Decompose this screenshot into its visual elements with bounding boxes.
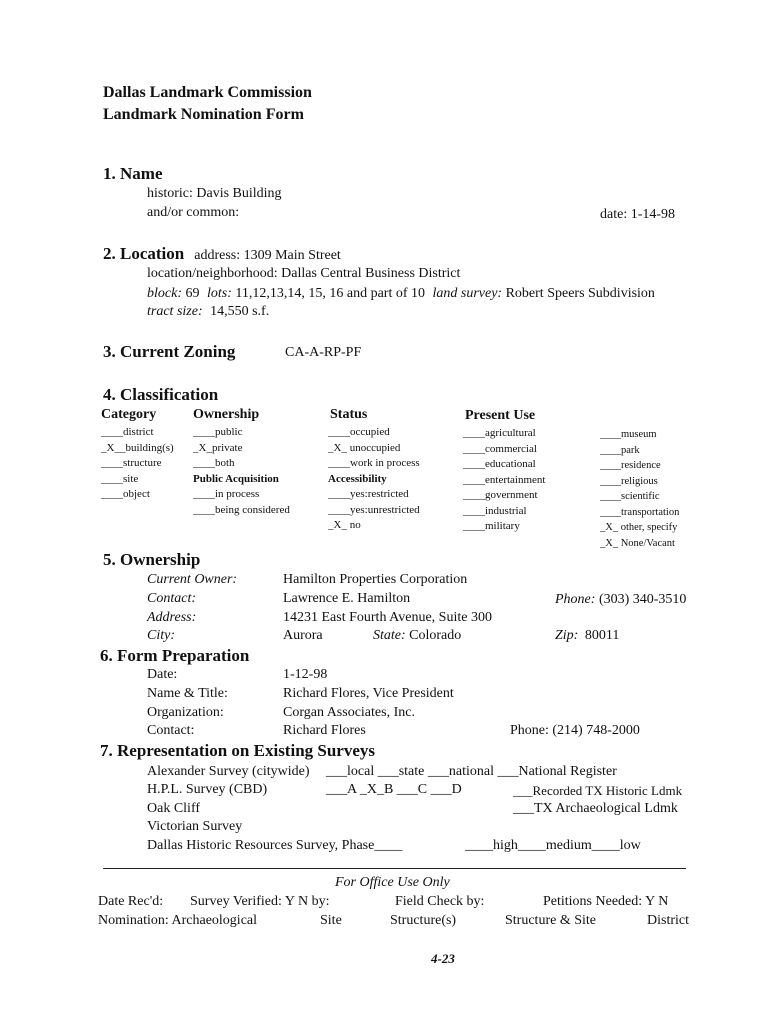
oak-cliff-survey: Oak Cliff — [147, 801, 201, 816]
commission-title: Dallas Landmark Commission — [103, 84, 312, 101]
hpl-survey: H.P.L. Survey (CBD) — [147, 782, 268, 797]
category-structure: ____structure — [101, 457, 162, 469]
use-commercial: ____commercial — [463, 442, 537, 455]
section-preparation-title: 6. Form Preparation — [100, 646, 250, 665]
location-line — [103, 244, 341, 264]
land-survey-value: Robert Speers Subdivision — [505, 286, 655, 301]
nomination-structure-site: Structure & Site — [505, 913, 596, 928]
status-unoccupied: _X_ unoccupied — [328, 441, 401, 454]
section-zoning-title: 3. Current Zoning — [103, 342, 236, 361]
owner-zip-label: Zip: — [555, 628, 579, 643]
nomination-date: date: 1-14-98 — [600, 207, 676, 222]
acquisition-being-considered: ____being considered — [193, 503, 290, 516]
use-industrial: ____industrial — [463, 504, 527, 517]
acquisition-in-process: ____in process — [193, 488, 260, 500]
field-check: Field Check by: — [395, 894, 485, 909]
status-occupied: ____occupied — [328, 426, 390, 438]
office-use-title: For Office Use Only — [335, 875, 450, 890]
lots-value: 11,12,13,14, 15, 16 and part of 10 — [235, 286, 425, 301]
nomination-site: Site — [320, 913, 342, 928]
land-survey-label: land survey: — [432, 286, 503, 301]
prep-name-value: Richard Flores, Vice President — [283, 686, 454, 701]
present-use-list-1 — [463, 426, 545, 535]
prep-contact-value: Richard Flores — [283, 723, 366, 738]
dallas-historic-options: ____high____medium____low — [465, 838, 641, 853]
category-site: ____site — [101, 472, 139, 485]
owner-city-label: City: — [147, 628, 175, 643]
ownership-public: ____public — [193, 426, 243, 438]
use-educational: ____educational — [463, 458, 536, 470]
prep-org-value: Corgan Associates, Inc. — [283, 705, 415, 720]
form-title: Landmark Nomination Form — [103, 106, 304, 123]
prep-contact-label: Contact: — [147, 723, 195, 738]
use-scientific: ____scientific — [600, 491, 660, 502]
owner-state-label: State: — [373, 628, 406, 643]
accessibility-no: _X_ no — [328, 519, 361, 531]
present-use-list-2 — [600, 427, 679, 551]
owner-state — [373, 628, 461, 644]
section-classification-title: 4. Classification — [103, 385, 219, 404]
category-building: _X__building(s) — [101, 441, 174, 454]
owner-address-value: 14231 East Fourth Avenue, Suite 300 — [283, 610, 492, 625]
alexander-survey: Alexander Survey (citywide) — [147, 764, 310, 779]
tract-size-label: tract size: — [147, 304, 203, 319]
office-divider — [103, 868, 686, 869]
use-transportation: ____transportation — [600, 506, 680, 518]
owner-address-label: Address: — [147, 610, 197, 625]
dallas-historic-survey: Dallas Historic Resources Survey, Phase____ — [147, 838, 403, 853]
owner-zip — [555, 628, 619, 644]
status-list — [328, 425, 420, 534]
block-lots-line — [147, 286, 655, 302]
block-value: 69 — [185, 286, 200, 301]
public-acquisition-header: Public Acquisition — [193, 472, 279, 485]
recorded-tx-historic: ___Recorded TX Historic Ldmk — [513, 783, 683, 798]
location-address: address: 1309 Main Street — [194, 248, 341, 263]
category-district: ____district — [101, 426, 154, 438]
date-received: Date Rec'd: — [98, 894, 164, 909]
victorian-survey: Victorian Survey — [147, 819, 243, 834]
owner-value: Hamilton Properties Corporation — [283, 572, 468, 587]
section-surveys-title: 7. Representation on Existing Surveys — [100, 741, 376, 760]
section-name-title: 1. Name — [103, 164, 163, 183]
section-location-title: 2. Location — [103, 244, 185, 263]
owner-zip-value: 80011 — [584, 628, 620, 643]
accessibility-header: Accessibility — [328, 472, 387, 485]
tx-archaeological: ___TX Archaeological Ldmk — [513, 801, 678, 816]
owner-contact-value: Lawrence E. Hamilton — [283, 591, 411, 606]
accessibility-unrestricted: ____yes:unrestricted — [328, 503, 420, 516]
prep-phone: Phone: (214) 748-2000 — [510, 723, 640, 738]
prep-org-label: Organization: — [147, 705, 224, 720]
ownership-private: _X_private — [193, 441, 243, 454]
use-residence: ____residence — [600, 460, 661, 471]
category-object: ____object — [101, 488, 150, 500]
present-use-header: Present Use — [465, 408, 536, 423]
prep-date-value: 1-12-98 — [283, 667, 328, 682]
use-park: ____park — [600, 444, 640, 456]
use-government: ____government — [463, 489, 538, 501]
alexander-options: ___local ___state ___national ___National Register — [326, 764, 617, 779]
page-number: 4-23 — [431, 951, 455, 966]
category-header: Category — [101, 407, 157, 422]
use-entertainment: ____entertainment — [463, 473, 546, 486]
owner-state-value: Colorado — [409, 628, 462, 643]
nomination-structures: Structure(s) — [390, 913, 457, 928]
nomination-archaeological: Nomination: Archaeological — [98, 913, 258, 928]
ownership-header: Ownership — [193, 407, 260, 422]
nomination-district: District — [647, 913, 689, 928]
block-label: block: — [147, 286, 182, 301]
tract-size-value: 14,550 s.f. — [210, 304, 270, 319]
common-name: and/or common: — [147, 205, 240, 220]
use-religious: ____religious — [600, 475, 658, 487]
owner-contact-label: Contact: — [147, 591, 196, 606]
prep-date-label: Date: — [147, 667, 178, 682]
zoning-value: CA-A-RP-PF — [285, 345, 362, 360]
use-museum: ____museum — [600, 429, 657, 440]
hpl-options: ___A _X_B ___C ___D — [326, 782, 462, 797]
owner-phone-value: (303) 340-3510 — [598, 592, 687, 607]
status-work-in-process: ____work in process — [328, 457, 420, 469]
status-header: Status — [330, 407, 368, 422]
owner-city-value: Aurora — [283, 628, 323, 643]
survey-verified: Survey Verified: Y N by: — [190, 894, 330, 909]
location-neighborhood: location/neighborhood: Dallas Central Business District — [147, 266, 461, 281]
owner-phone-label: Phone: — [555, 592, 596, 607]
owner-label: Current Owner: — [147, 572, 238, 587]
tract-size-line — [147, 304, 269, 320]
ownership-both: ____both — [193, 457, 235, 469]
use-none-vacant: _X_ None/Vacant — [600, 537, 675, 549]
owner-phone — [555, 592, 686, 608]
accessibility-restricted: ____yes:restricted — [328, 488, 409, 500]
use-agricultural: ____agricultural — [463, 427, 536, 439]
use-military: ____military — [463, 520, 520, 532]
prep-name-label: Name & Title: — [147, 686, 228, 701]
petitions-needed: Petitions Needed: Y N — [543, 894, 669, 909]
use-other: _X_ other, specify — [600, 522, 678, 533]
section-ownership-title: 5. Ownership — [103, 550, 201, 569]
category-list — [101, 425, 174, 503]
ownership-list — [193, 425, 290, 518]
lots-label: lots: — [206, 286, 232, 301]
historic-name: historic: Davis Building — [147, 186, 282, 201]
